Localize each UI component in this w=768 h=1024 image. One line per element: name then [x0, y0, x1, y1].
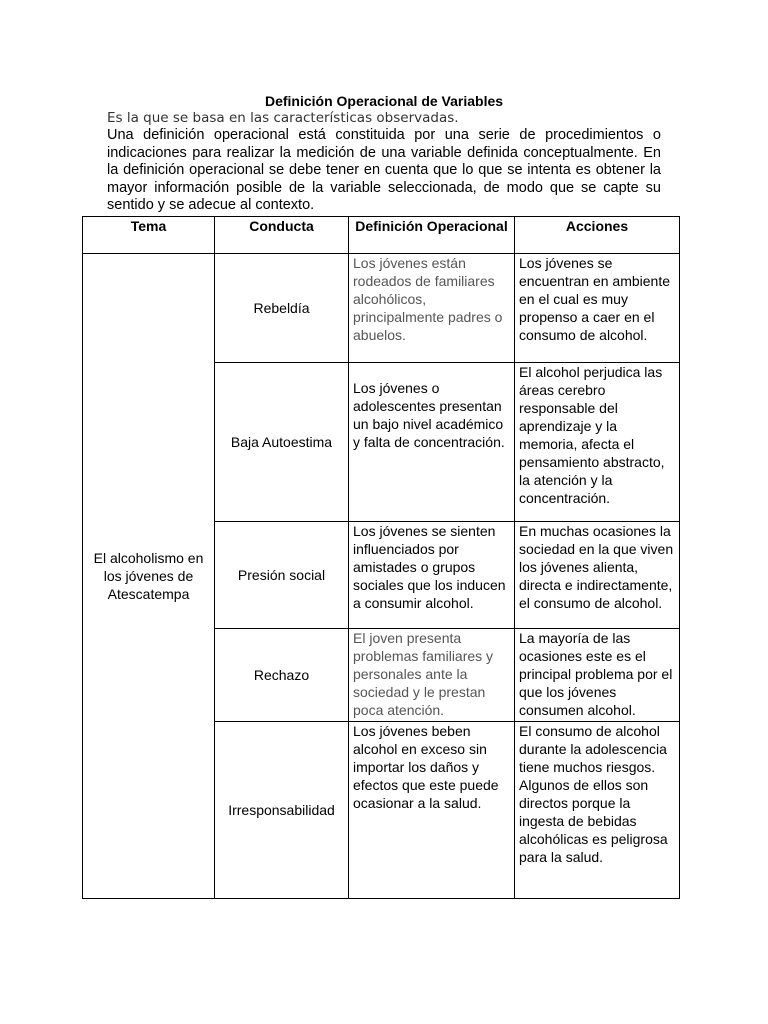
conducta-cell: Rechazo	[215, 629, 349, 722]
header-conducta: Conducta	[215, 217, 349, 254]
conducta-cell: Irresponsabilidad	[215, 722, 349, 899]
definicion-cell: Los jóvenes se sienten influenciados por amistades o grupos sociales que los inducen a consumir alcohol.	[349, 522, 515, 629]
tema-cell: El alcoholismo en los jóvenes de Atescatempa	[83, 254, 215, 899]
definicion-cell: Los jóvenes o adolescentes presentan un bajo nivel académico y falta de concentración.	[349, 363, 515, 522]
definicion-cell: Los jóvenes beben alcohol en exceso sin importar los daños y efectos que este puede ocasionar a la salud.	[349, 722, 515, 899]
document-subtitle: Es la que se basa en las características observadas.	[107, 110, 459, 126]
intro-paragraph: Una definición operacional está constituida por una serie de procedimientos o indicaciones para realizar la medición de una variable definida conceptualmente. En la definición operacional se debe tener en cuenta que lo que se intenta es obtener la mayor información posible de la variable seleccionada, de modo que se capte su sentido y se adecue al contexto.	[107, 127, 661, 214]
acciones-cell: El consumo de alcohol durante la adolescencia tiene muchos riesgos. Algunos de ellos son directos porque la ingesta de bebidas alcohólicas es peligrosa para la salud.	[515, 722, 680, 899]
variables-table	[82, 216, 680, 899]
document-title: Definición Operacional de Variables	[264, 93, 504, 109]
header-definicion: Definición Operacional	[349, 217, 515, 254]
header-acciones: Acciones	[515, 217, 680, 254]
acciones-cell: Los jóvenes se encuentran en ambiente en el cual es muy propenso a caer en el consumo de alcohol.	[515, 254, 680, 363]
conducta-cell: Baja Autoestima	[215, 363, 349, 522]
acciones-cell: El alcohol perjudica las áreas cerebro responsable del aprendizaje y la memoria, afecta el pensamiento abstracto, la atención y la concentración.	[515, 363, 680, 522]
definicion-cell: El joven presenta problemas familiares y personales ante la sociedad y le prestan poca atención.	[349, 629, 515, 722]
acciones-cell: En muchas ocasiones la sociedad en la que viven los jóvenes alienta, directa e indirectamente, el consumo de alcohol.	[515, 522, 680, 629]
conducta-cell: Presión social	[215, 522, 349, 629]
definicion-cell: Los jóvenes están rodeados de familiares alcohólicos, principalmente padres o abuelos.	[349, 254, 515, 363]
acciones-cell: La mayoría de las ocasiones este es el principal problema por el que los jóvenes consumen alcohol.	[515, 629, 680, 722]
header-tema: Tema	[83, 217, 215, 254]
table-header-row	[83, 217, 680, 254]
table-row	[83, 254, 680, 363]
conducta-cell: Rebeldía	[215, 254, 349, 363]
